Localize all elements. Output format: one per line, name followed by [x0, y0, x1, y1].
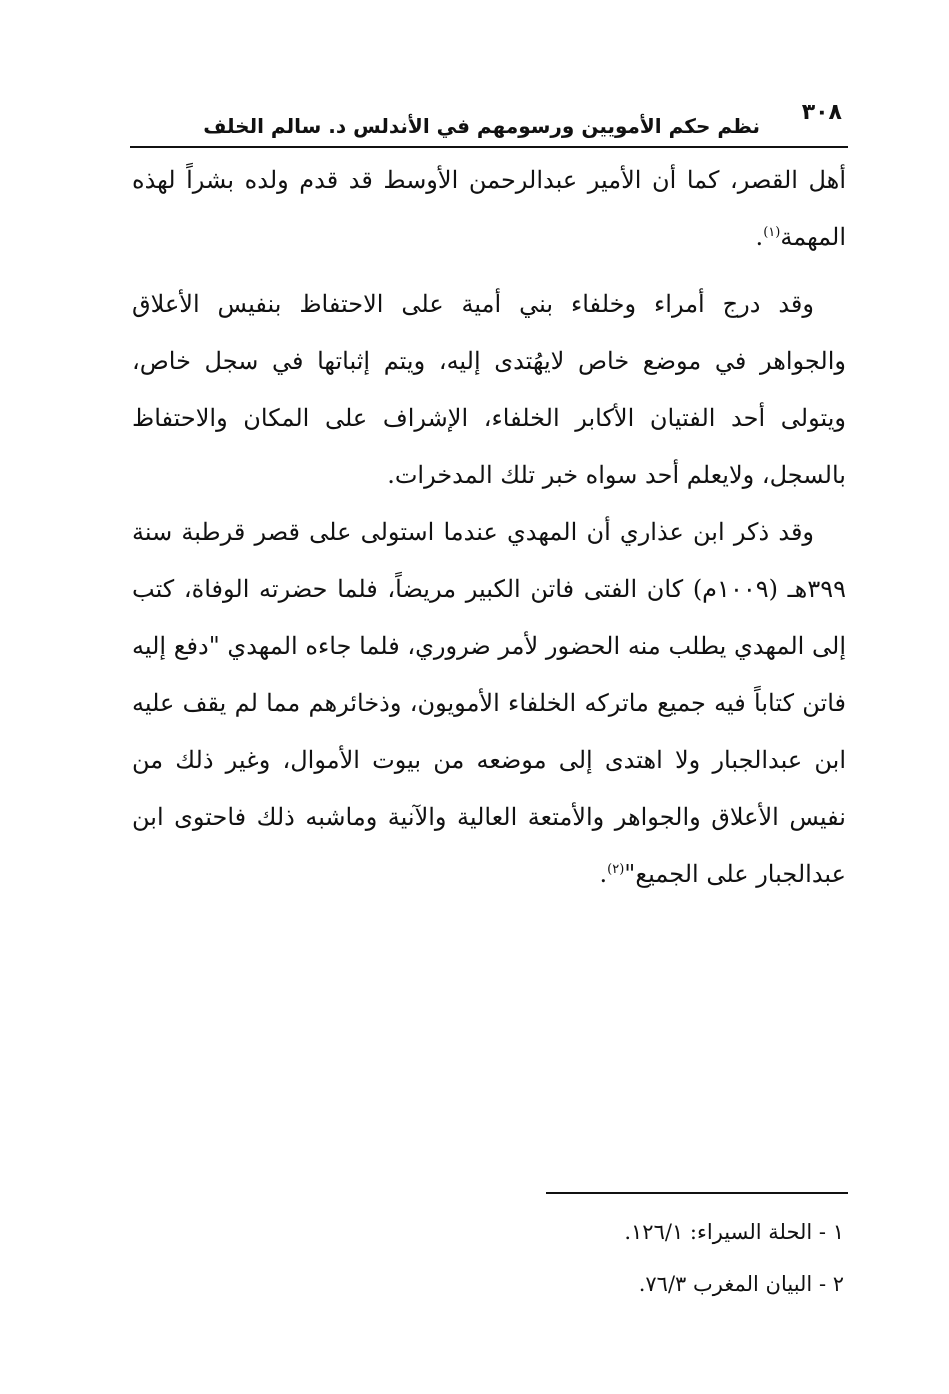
page-header — [130, 98, 850, 144]
running-title: نظم حكم الأمويين ورسومهم في الأندلس د. سالم الخلف — [203, 114, 760, 138]
paragraph-1-text: أهل القصر، كما أن الأمير عبدالرحمن الأوسط قد قدم ولده بشراً لهذه المهمة — [132, 166, 846, 251]
paragraph-gap — [132, 266, 846, 276]
footnotes — [132, 1206, 844, 1310]
footnote-1: ١ - الحلة السيراء: ١٢٦/١. — [624, 1220, 844, 1244]
paragraph-1-end: . — [755, 223, 764, 251]
header-rule — [130, 146, 848, 148]
page-number: ٣٠٨ — [801, 100, 842, 125]
paragraph-2: وقد درج أمراء وخلفاء بني أمية على الاحتفاظ بنفيس الأعلاق والجواهر في موضع خاص لايهُتدى إليه، ويتم إثباتها في سجل خاص، ويتولى أحد الفتيان الأكابر الخلفاء، الإشراف على المكان والاحتفاظ بالسجل، ولايعلم أحد سواه خبر تلك المدخرات. — [132, 290, 846, 489]
footnote-ref-2: (٢) — [607, 862, 625, 877]
paragraph-3-end: . — [599, 860, 608, 888]
paragraph-3 — [132, 504, 846, 903]
footnote-2: ٢ - البيان المغرب ٧٦/٣. — [638, 1272, 844, 1296]
main-text — [132, 152, 846, 903]
footnote-ref-1: (١) — [763, 225, 781, 240]
paragraph-3-text: وقد ذكر ابن عذاري أن المهدي عندما استولى على قصر قرطبة سنة ٣٩٩هـ (١٠٠٩م) كان الفتى فاتن الكبير مريضاً، فلما حضرته الوفاة، كتب إلى المهدي يطلب منه الحضور لأمر ضروري، فلما جاءه المهدي "دفع إليه فاتن كتاباً فيه جميع ماتركه الخلفاء الأمويون، وذخائرهم مما لم يقف عليه ابن عبدالجبار ولا اهتدى إلى موضعه من بيوت الأموال، وغير ذلك من نفيس الأعلاق والجواهر والأمتعة العالية والآنية وماشبه ذلك فاحتوى ابن عبدالجبار على الجميع" — [132, 518, 846, 888]
paragraph-1 — [132, 152, 846, 266]
footnote-rule — [546, 1192, 848, 1194]
